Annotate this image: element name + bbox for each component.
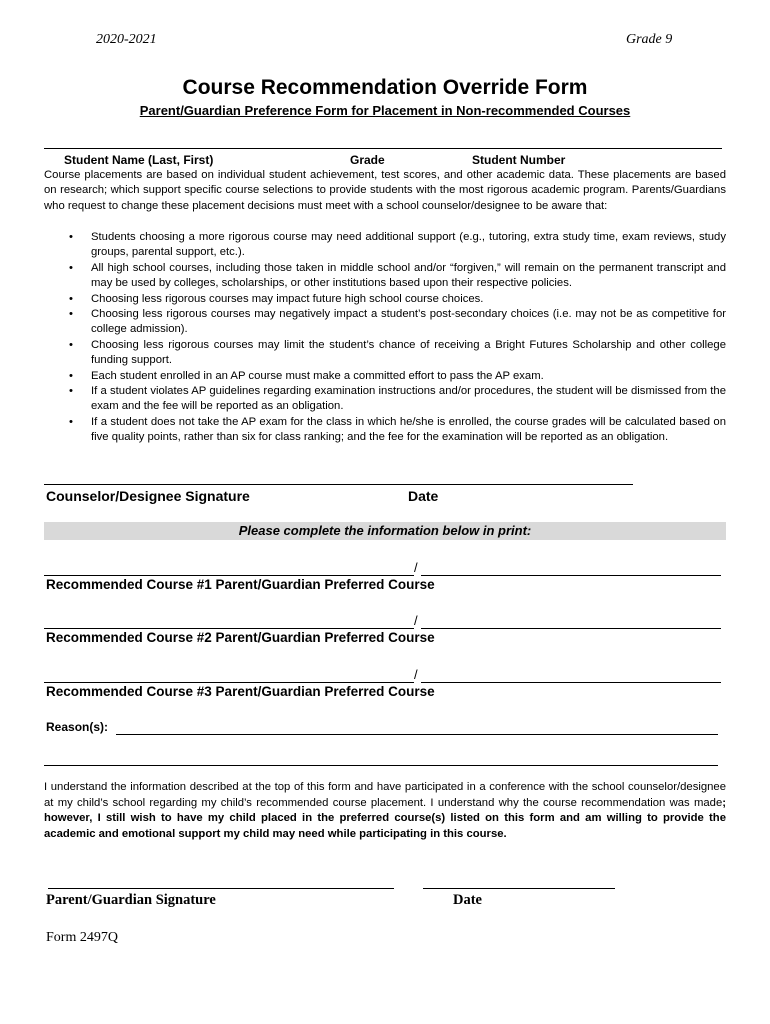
student-number-label: Student Number: [472, 153, 566, 167]
school-year: 2020-2021: [96, 32, 157, 47]
preferred-course-2-line[interactable]: [421, 628, 721, 629]
course-1-label: Recommended Course #1 Parent/Guardian Preferred Course: [46, 577, 435, 592]
recommended-course-2-line[interactable]: [44, 628, 414, 629]
student-name-label: Student Name (Last, First): [64, 153, 214, 167]
acknowledgement-text: I understand the information described at the top of this form and have participated in a conference with the school counselor/designee at my child’s school regarding my child’s recommended course placement. I understand why the course recommendation was made: [44, 781, 726, 809]
reason-line-2[interactable]: [44, 765, 718, 766]
bullet-list: [44, 230, 726, 446]
bullet-item: • All high school courses, including those taken in middle school and/or “forgiven,” will remain on the permanent transcript and may be used by colleges, scholarships, or other institutions based upon their respective policies.: [91, 261, 726, 292]
student-info-line[interactable]: [44, 148, 722, 149]
recommended-course-1-line[interactable]: [44, 575, 414, 576]
counselor-date-label: Date: [408, 488, 439, 504]
bullet-item: • Choosing less rigorous courses may negatively impact a student’s post-secondary choices (i.e. may not be as competitive for college admission).: [91, 307, 726, 338]
counselor-signature-line[interactable]: [44, 484, 633, 485]
preferred-course-1-line[interactable]: [421, 575, 721, 576]
bullet-item: • Each student enrolled in an AP course must make a committed effort to pass the AP exam.: [91, 369, 726, 384]
course-separator: /: [414, 560, 418, 575]
course-separator: /: [414, 613, 418, 628]
bullet-item: • Students choosing a more rigorous course may need additional support (e.g., tutoring, extra study time, exam reviews, study groups, parental support, etc.).: [91, 230, 726, 261]
counselor-signature-label: Counselor/Designee Signature: [46, 488, 250, 504]
reason-line-1[interactable]: [116, 734, 718, 735]
bullet-item: • If a student does not take the AP exam for the class in which he/she is enrolled, the course grades will be calculated based on five quality points, rather than six for class ranking; and the fee for the examination will be reported as an obligation.: [91, 415, 726, 446]
acknowledgement-bold-text: ; however, I still wish to have my child placed in the preferred course(s) listed on this form and am willing to provide the academic and emotional support my child may need while participating in this course.: [44, 796, 726, 840]
form-title: Course Recommendation Override Form: [182, 76, 588, 99]
recommended-course-3-line[interactable]: [44, 682, 414, 683]
bullet-item: • Choosing less rigorous courses may impact future high school course choices.: [91, 292, 726, 307]
intro-paragraph: Course placements are based on individual student achievement, test scores, and other academic data. These placements are based on research; which support specific course selections to provide students with the most rigorous academic program. Parents/Guardians who request to change these placement decisions must meet with a school counselor/designee to be aware that:: [44, 169, 726, 212]
bullet-item: • Choosing less rigorous courses may limit the student’s chance of receiving a Bright Futures Scholarship and other college funding support.: [91, 338, 726, 369]
print-banner: Please complete the information below in print:: [44, 522, 726, 540]
preferred-course-3-line[interactable]: [421, 682, 721, 683]
parent-signature-line[interactable]: [48, 888, 394, 889]
reason-label: Reason(s):: [46, 720, 109, 734]
form-number: Form 2497Q: [46, 930, 118, 945]
course-separator: /: [414, 667, 418, 682]
acknowledgement-paragraph: [44, 780, 726, 842]
parent-date-line[interactable]: [423, 888, 615, 889]
course-2-label: Recommended Course #2 Parent/Guardian Preferred Course: [46, 630, 435, 645]
grade-level: Grade 9: [626, 32, 673, 47]
parent-date-label: Date: [453, 892, 482, 908]
bullet-item: • If a student violates AP guidelines regarding examination instructions and/or procedures, the student will be dismissed from the exam and the fee will be reported as an obligation.: [91, 384, 726, 415]
parent-signature-label: Parent/Guardian Signature: [46, 892, 216, 908]
course-3-label: Recommended Course #3 Parent/Guardian Preferred Course: [46, 684, 435, 699]
grade-label: Grade: [350, 153, 385, 167]
form-subtitle: Parent/Guardian Preference Form for Placement in Non-recommended Courses: [139, 103, 631, 118]
